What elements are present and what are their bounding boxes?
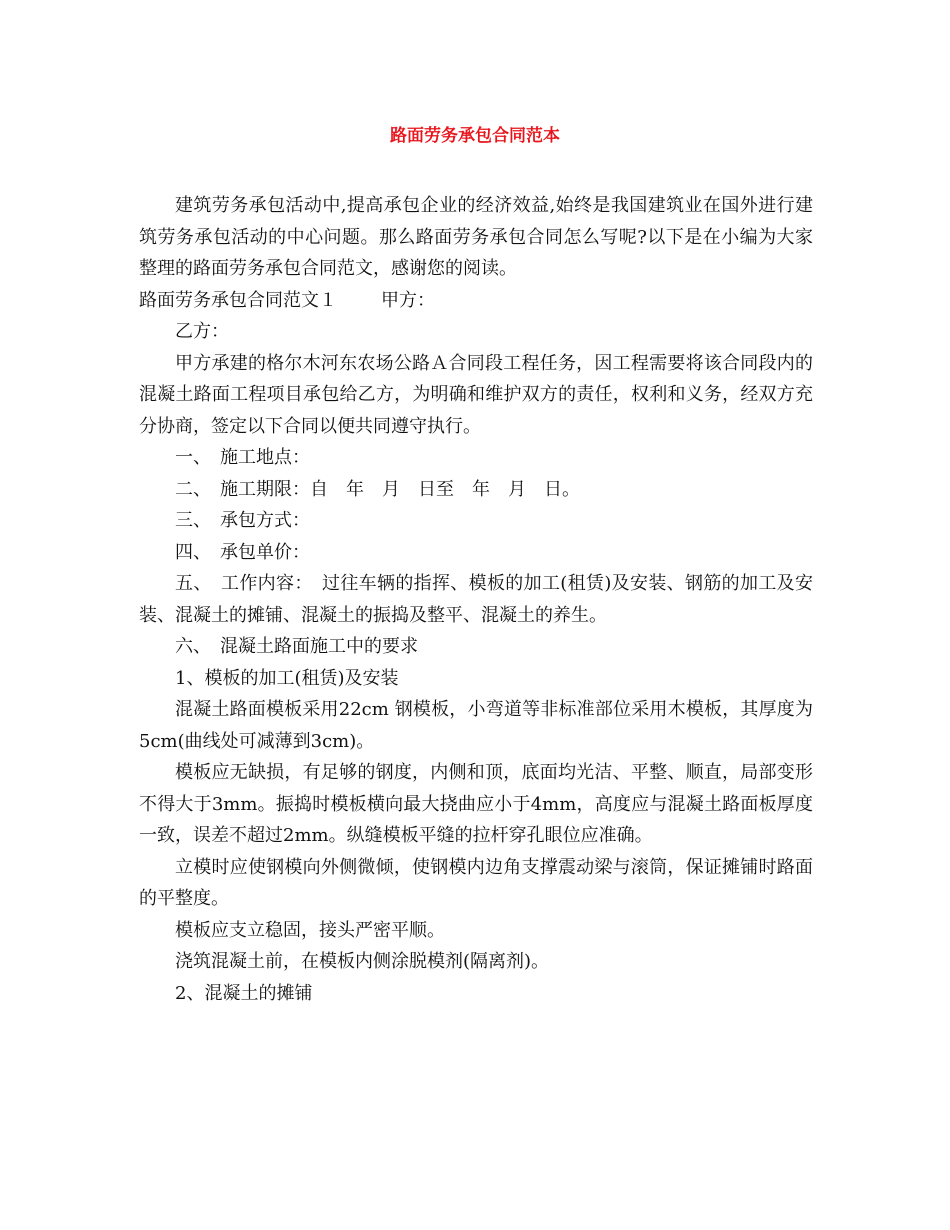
document-body xyxy=(139,190,813,1009)
sample-heading: 路面劳务承包合同范文１ xyxy=(139,289,337,311)
clause-1: 一、 施工地点： xyxy=(175,447,310,468)
section-1-paragraph: 模板应支立稳固，接头严密平顺。 xyxy=(175,919,445,941)
sample-heading-line xyxy=(139,285,813,317)
section-1-paragraph: 立模时应使钢模向外侧微倾，使钢模内边角支撑震动梁与滚筒，保证摊铺时路面的平整度。 xyxy=(139,856,813,909)
clause-5: 五、 工作内容： 过往车辆的指挥、模板的加工(租赁)及安装、钢筋的加工及安装、混凝土的摊铺、混凝土的振捣及整平、混凝土的养生。 xyxy=(139,573,813,626)
clause-3: 三、 承包方式： xyxy=(175,510,310,531)
section-1-paragraph: 模板应无缺损，有足够的钢度，内侧和顶，底面均光洁、平整、顺直，局部变形不得大于3mm。振捣时模板横向最大挠曲应小于4mm，高度应与混凝土路面板厚度一致，误差不超过2mm。纵缝模板平缝的拉杆穿孔眼位应准确。 xyxy=(139,762,813,846)
party-a-label: 甲方： xyxy=(381,289,435,311)
document-title: 路面劳务承包合同范本 xyxy=(390,126,560,146)
clause-2: 二、 施工期限：自 年 月 日至 年 月 日。 xyxy=(175,478,580,500)
preamble-paragraph: 甲方承建的格尔木河东农场公路Ａ合同段工程任务，因工程需要将该合同段内的混凝土路面工程项目承包给乙方，为明确和维护双方的责任，权利和义务，经双方充分协商，签定以下合同以便共同遵守执行。 xyxy=(139,352,813,437)
intro-paragraph: 建筑劳务承包活动中,提高承包企业的经济效益,始终是我国建筑业在国外进行建筑劳务承包活动的中心问题。那么路面劳务承包合同怎么写呢?以下是在小编为大家整理的路面劳务承包合同范文，感谢您的阅读。 xyxy=(139,195,813,279)
section-2-heading: 2、混凝土的摊铺 xyxy=(175,982,313,1004)
section-1-heading: 1、模板的加工(租赁)及安装 xyxy=(175,667,399,689)
clause-4: 四、 承包单价： xyxy=(175,541,310,563)
section-1-paragraph: 浇筑混凝土前，在模板内侧涂脱模剂(隔离剂)。 xyxy=(175,951,550,972)
clause-6: 六、 混凝土路面施工中的要求 xyxy=(175,636,418,657)
section-1-paragraph: 混凝土路面模板采用22cm 钢模板，小弯道等非标准部位采用木模板，其厚度为5cm(曲线处可减薄到3cm)。 xyxy=(139,699,813,752)
party-b-label: 乙方： xyxy=(175,321,229,342)
